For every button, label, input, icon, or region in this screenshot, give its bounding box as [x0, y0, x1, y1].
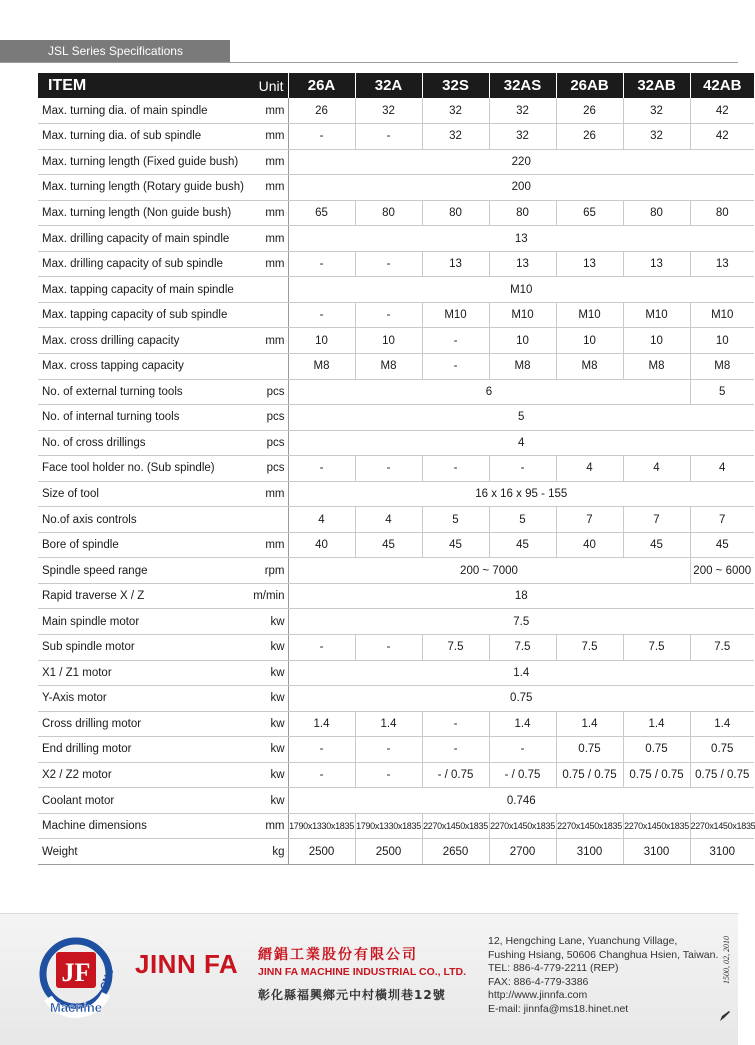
spec-value: 10 — [489, 328, 556, 354]
header-item: ITEM — [38, 73, 250, 98]
spec-value: - — [355, 302, 422, 328]
spec-value: 5 — [489, 507, 556, 533]
spec-value: - — [422, 456, 489, 482]
spec-value: - — [288, 456, 355, 482]
spec-label: Max. turning length (Rotary guide bush) — [38, 175, 250, 201]
spec-value: M10 — [288, 277, 754, 303]
spec-label: No.of axis controls — [38, 507, 250, 533]
brand-name: JINN FA — [135, 949, 239, 979]
spec-unit: mm — [250, 175, 288, 201]
spec-label: Main spindle motor — [38, 609, 250, 635]
spec-label: Max. turning length (Fixed guide bush) — [38, 149, 250, 175]
pen-icon — [718, 1009, 732, 1023]
spec-unit: pcs — [250, 405, 288, 431]
spec-value: - — [288, 251, 355, 277]
header-row — [38, 73, 754, 98]
spec-unit: mm — [250, 98, 288, 124]
spec-row — [38, 124, 754, 150]
spec-value: 80 — [489, 200, 556, 226]
spec-value: 32 — [623, 98, 690, 124]
spec-value: 45 — [623, 532, 690, 558]
spec-value: 6 — [288, 379, 690, 405]
spec-value: 2700 — [489, 839, 556, 865]
spec-value: 1.4 — [288, 711, 355, 737]
spec-value: 32 — [489, 124, 556, 150]
table-header — [38, 73, 754, 98]
spec-label: Max. tapping capacity of main spindle — [38, 277, 250, 303]
spec-value: 5 — [690, 379, 754, 405]
spec-value: M8 — [355, 353, 422, 379]
spec-unit: pcs — [250, 379, 288, 405]
spec-value: 45 — [355, 532, 422, 558]
spec-value: 80 — [690, 200, 754, 226]
spec-row — [38, 839, 754, 865]
spec-value: 65 — [556, 200, 623, 226]
spec-label: Y-Axis motor — [38, 686, 250, 712]
spec-row — [38, 813, 754, 839]
spec-value: 45 — [690, 532, 754, 558]
spec-value: 4 — [288, 430, 754, 456]
spec-row — [38, 660, 754, 686]
spec-value: 0.75 — [556, 737, 623, 763]
spec-value: 32 — [355, 98, 422, 124]
spec-value: 80 — [355, 200, 422, 226]
spec-value: 4 — [623, 456, 690, 482]
spec-value: 1790x1330x1835 — [288, 813, 355, 839]
spec-value: - — [422, 737, 489, 763]
section-divider — [0, 62, 738, 63]
spec-value: - — [422, 711, 489, 737]
spec-value: - — [355, 737, 422, 763]
spec-value: 0.75 / 0.75 — [623, 762, 690, 788]
spec-value: 1.4 — [355, 711, 422, 737]
spec-label: End drilling motor — [38, 737, 250, 763]
spec-unit: kw — [250, 711, 288, 737]
spec-value: 7.5 — [288, 609, 754, 635]
header-model: 32A — [355, 73, 422, 98]
spec-unit: kw — [250, 788, 288, 814]
spec-value: M8 — [690, 353, 754, 379]
spec-label: Sub spindle motor — [38, 634, 250, 660]
spec-value: - — [355, 762, 422, 788]
address-line: Fushing Hsiang, 50606 Changhua Hsien, Taiwan. — [488, 948, 719, 961]
header-model: 32AB — [623, 73, 690, 98]
spec-row — [38, 277, 754, 303]
spec-row — [38, 507, 754, 533]
header-model: 26A — [288, 73, 355, 98]
spec-value: - — [288, 634, 355, 660]
spec-value: - — [355, 634, 422, 660]
spec-value: 45 — [489, 532, 556, 558]
spec-value: M10 — [489, 302, 556, 328]
spec-unit: mm — [250, 200, 288, 226]
spec-label: Coolant motor — [38, 788, 250, 814]
spec-row — [38, 405, 754, 431]
spec-value: 32 — [489, 98, 556, 124]
spec-value: - — [288, 762, 355, 788]
spec-value: 32 — [623, 124, 690, 150]
spec-value: 200 ~ 6000 — [690, 558, 754, 584]
spec-label: Face tool holder no. (Sub spindle) — [38, 456, 250, 482]
spec-value: 7.5 — [556, 634, 623, 660]
spec-value: - — [489, 737, 556, 763]
spec-row — [38, 456, 754, 482]
spec-row — [38, 686, 754, 712]
spec-value: 32 — [422, 98, 489, 124]
spec-row — [38, 711, 754, 737]
spec-value: 1790x1330x1835 — [355, 813, 422, 839]
spec-value: 2270x1450x1835 — [422, 813, 489, 839]
spec-value: 2270x1450x1835 — [556, 813, 623, 839]
spec-row — [38, 328, 754, 354]
spec-value: M10 — [556, 302, 623, 328]
spec-value: 0.75 / 0.75 — [690, 762, 754, 788]
spec-value: 3100 — [623, 839, 690, 865]
spec-value: - / 0.75 — [422, 762, 489, 788]
spec-value: M8 — [489, 353, 556, 379]
spec-value: - — [355, 124, 422, 150]
spec-value: 7 — [556, 507, 623, 533]
address-chinese: 彰化縣福興鄉元中村橫圳巷12號 — [258, 988, 446, 1002]
spec-value: 4 — [288, 507, 355, 533]
spec-value: - — [422, 328, 489, 354]
spec-value: 13 — [288, 226, 754, 252]
spec-value: M8 — [556, 353, 623, 379]
header-unit: Unit — [250, 73, 288, 98]
spec-row — [38, 609, 754, 635]
spec-value: 7.5 — [422, 634, 489, 660]
spec-row — [38, 481, 754, 507]
spec-row — [38, 251, 754, 277]
section-title-tab — [0, 40, 230, 62]
spec-value: 42 — [690, 124, 754, 150]
spec-row — [38, 532, 754, 558]
spec-value: 80 — [422, 200, 489, 226]
spec-value: 200 — [288, 175, 754, 201]
spec-unit: mm — [250, 328, 288, 354]
spec-value: 0.75 — [623, 737, 690, 763]
spec-value: 45 — [422, 532, 489, 558]
spec-value: 10 — [623, 328, 690, 354]
spec-value: 13 — [489, 251, 556, 277]
spec-value: M10 — [690, 302, 754, 328]
spec-value: 32 — [422, 124, 489, 150]
spec-value: 2500 — [288, 839, 355, 865]
spec-value: 200 ~ 7000 — [288, 558, 690, 584]
spec-unit: mm — [250, 481, 288, 507]
footer — [0, 913, 738, 1045]
spec-value: - — [288, 302, 355, 328]
spec-label: Max. cross tapping capacity — [38, 353, 250, 379]
spec-value: 42 — [690, 98, 754, 124]
spec-value: 0.75 — [288, 686, 754, 712]
spec-value: 4 — [690, 456, 754, 482]
spec-label: No. of internal turning tools — [38, 405, 250, 431]
spec-value: - / 0.75 — [489, 762, 556, 788]
spec-value: - — [288, 124, 355, 150]
spec-label: Size of tool — [38, 481, 250, 507]
contact-block — [488, 935, 718, 1016]
spec-unit — [250, 277, 288, 303]
spec-value: - — [422, 353, 489, 379]
spec-label: Cross drilling motor — [38, 711, 250, 737]
spec-value: 7.5 — [690, 634, 754, 660]
spec-row — [38, 634, 754, 660]
spec-value: M10 — [422, 302, 489, 328]
spec-label: Max. turning length (Non guide bush) — [38, 200, 250, 226]
spec-label: Max. turning dia. of main spindle — [38, 98, 250, 124]
spec-value: 2650 — [422, 839, 489, 865]
spec-value: 65 — [288, 200, 355, 226]
spec-value: 5 — [288, 405, 754, 431]
spec-value: 26 — [556, 124, 623, 150]
spec-label: Max. cross drilling capacity — [38, 328, 250, 354]
spec-value: 13 — [623, 251, 690, 277]
spec-value: 2270x1450x1835 — [623, 813, 690, 839]
spec-value: 10 — [556, 328, 623, 354]
spec-value: 2270x1450x1835 — [489, 813, 556, 839]
spec-label: Bore of spindle — [38, 532, 250, 558]
spec-row — [38, 200, 754, 226]
spec-value: 13 — [690, 251, 754, 277]
spec-unit: kw — [250, 737, 288, 763]
header-model: 32S — [422, 73, 489, 98]
spec-label: No. of external turning tools — [38, 379, 250, 405]
spec-unit: kw — [250, 609, 288, 635]
spec-label: Weight — [38, 839, 250, 865]
spec-value: 5 — [422, 507, 489, 533]
spec-value: 18 — [288, 583, 754, 609]
spec-label: Max. drilling capacity of main spindle — [38, 226, 250, 252]
spec-value: M8 — [288, 353, 355, 379]
phone-line: TEL: 886-4-779-2211 (REP) — [488, 962, 619, 974]
spec-label: Max. turning dia. of sub spindle — [38, 124, 250, 150]
spec-unit: kw — [250, 686, 288, 712]
spec-row — [38, 98, 754, 124]
spec-row — [38, 558, 754, 584]
spec-value: - — [355, 251, 422, 277]
spec-unit: mm — [250, 532, 288, 558]
spec-value: - — [489, 456, 556, 482]
spec-value: 2500 — [355, 839, 422, 865]
spec-value: 3100 — [556, 839, 623, 865]
jinn-fa-logo — [36, 936, 122, 1016]
email-link[interactable]: E-mail: jinnfa@ms18.hinet.net — [488, 1002, 629, 1015]
spec-unit: kg — [250, 839, 288, 865]
logo-machine: Machine — [49, 1000, 103, 1015]
document-code: 1500, 02, 2010 — [722, 936, 731, 984]
spec-value: 1.4 — [556, 711, 623, 737]
spec-value: 0.75 / 0.75 — [556, 762, 623, 788]
specifications-table — [38, 73, 754, 865]
spec-unit — [250, 353, 288, 379]
address-line: 12, Hengching Lane, Yuanchung Village, — [488, 935, 678, 947]
spec-value: - — [355, 456, 422, 482]
spec-label: Machine dimensions — [38, 813, 250, 839]
spec-value: 26 — [556, 98, 623, 124]
header-model: 42AB — [690, 73, 754, 98]
spec-row — [38, 226, 754, 252]
header-model: 32AS — [489, 73, 556, 98]
spec-row — [38, 149, 754, 175]
spec-unit — [250, 302, 288, 328]
spec-value: 1.4 — [489, 711, 556, 737]
spec-unit — [250, 507, 288, 533]
website-link[interactable]: http://www.jinnfa.com — [488, 989, 588, 1001]
spec-row — [38, 430, 754, 456]
spec-value: 26 — [288, 98, 355, 124]
spec-value: 7.5 — [623, 634, 690, 660]
spec-value: 4 — [355, 507, 422, 533]
spec-unit: kw — [250, 660, 288, 686]
spec-value: 10 — [288, 328, 355, 354]
spec-unit: mm — [250, 124, 288, 150]
spec-row — [38, 788, 754, 814]
header-model: 26AB — [556, 73, 623, 98]
spec-unit: kw — [250, 634, 288, 660]
spec-unit: mm — [250, 251, 288, 277]
spec-row — [38, 353, 754, 379]
spec-label: Rapid traverse X / Z — [38, 583, 250, 609]
spec-row — [38, 379, 754, 405]
company-name-chinese: 縉錩工業股份有限公司 — [258, 947, 418, 963]
spec-value: 80 — [623, 200, 690, 226]
spec-label: Spindle speed range — [38, 558, 250, 584]
spec-value: M8 — [623, 353, 690, 379]
spec-value: 13 — [556, 251, 623, 277]
spec-unit: pcs — [250, 430, 288, 456]
spec-label: Max. tapping capacity of sub spindle — [38, 302, 250, 328]
spec-value: - — [288, 737, 355, 763]
spec-value: 10 — [690, 328, 754, 354]
spec-value: 4 — [556, 456, 623, 482]
logo-letters: JF — [61, 958, 91, 987]
spec-row — [38, 583, 754, 609]
spec-value: 13 — [422, 251, 489, 277]
section-title: JSL Series Specifications — [48, 44, 183, 58]
spec-unit: m/min — [250, 583, 288, 609]
spec-value: 1.4 — [623, 711, 690, 737]
spec-label: Max. drilling capacity of sub spindle — [38, 251, 250, 277]
spec-unit: mm — [250, 226, 288, 252]
spec-unit: rpm — [250, 558, 288, 584]
spec-unit: kw — [250, 762, 288, 788]
spec-value: 7 — [623, 507, 690, 533]
spec-label: X1 / Z1 motor — [38, 660, 250, 686]
spec-label: X2 / Z2 motor — [38, 762, 250, 788]
spec-value: 0.75 — [690, 737, 754, 763]
spec-value: 220 — [288, 149, 754, 175]
table-body — [38, 98, 754, 864]
spec-value: 7.5 — [489, 634, 556, 660]
spec-value: 7 — [690, 507, 754, 533]
spec-row — [38, 175, 754, 201]
spec-value: 3100 — [690, 839, 754, 865]
spec-value: 2270x1450x1835 — [690, 813, 754, 839]
spec-unit: mm — [250, 149, 288, 175]
spec-value: 10 — [355, 328, 422, 354]
spec-unit: mm — [250, 813, 288, 839]
spec-row — [38, 762, 754, 788]
spec-value: 40 — [288, 532, 355, 558]
spec-row — [38, 737, 754, 763]
logo-cnc: CNC — [98, 967, 117, 992]
spec-value: 1.4 — [288, 660, 754, 686]
spec-row — [38, 302, 754, 328]
spec-value: M10 — [623, 302, 690, 328]
spec-value: 16 x 16 x 95 - 155 — [288, 481, 754, 507]
fax-line: FAX: 886-4-779-3386 — [488, 975, 589, 988]
spec-unit: pcs — [250, 456, 288, 482]
spec-label: No. of cross drillings — [38, 430, 250, 456]
spec-value: 1.4 — [690, 711, 754, 737]
company-name-english: JINN FA MACHINE INDUSTRIAL CO., LTD. — [258, 966, 467, 978]
spec-value: 40 — [556, 532, 623, 558]
spec-value: 0.746 — [288, 788, 754, 814]
